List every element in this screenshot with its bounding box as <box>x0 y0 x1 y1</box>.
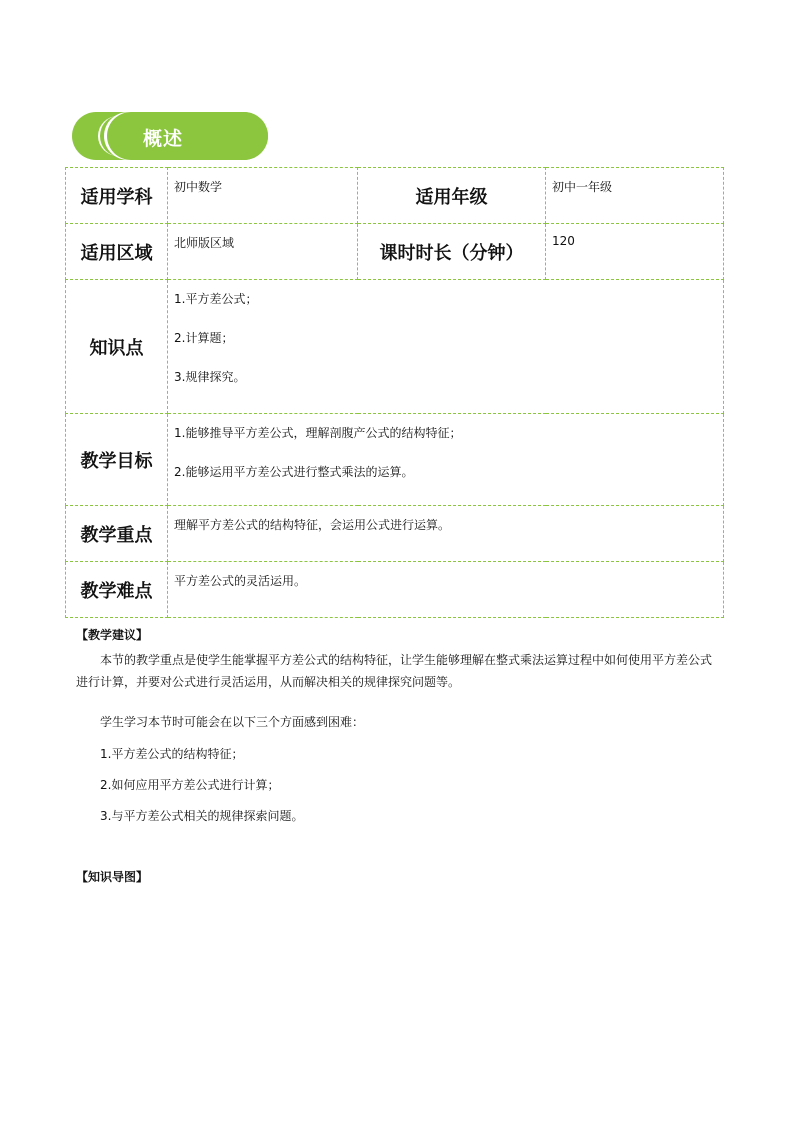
table-row <box>66 168 724 224</box>
advice-item: 3.与平方差公式相关的规律探索问题。 <box>100 809 304 823</box>
overview-table <box>65 167 724 618</box>
focus-label: 教学重点 <box>66 506 168 562</box>
goals-label: 教学目标 <box>66 414 168 506</box>
table-row <box>66 414 724 506</box>
knowledge-item: 1.平方差公式； <box>174 292 258 306</box>
goals-value <box>168 414 724 506</box>
advice-item: 1.平方差公式的结构特征； <box>100 747 244 761</box>
table-row <box>66 224 724 280</box>
grade-value: 初中一年级 <box>546 168 724 224</box>
advice-paragraph: 本节的教学重点是使学生能掌握平方差公式的结构特征，让学生能够理解在整式乘法运算过程中如何使用平方差公式进行计算，并要对公式进行灵活运用，从而解决相关的规律探究问题等。 <box>76 653 713 689</box>
mindmap-title: 【知识导图】 <box>76 870 149 884</box>
focus-value: 理解平方差公式的结构特征，会运用公式进行运算。 <box>168 506 724 562</box>
knowledge-item: 2.计算题； <box>174 331 234 345</box>
goal-item: 1.能够推导平方差公式，理解剖腹产公式的结构特征； <box>174 426 462 440</box>
region-value: 北师版区域 <box>168 224 358 280</box>
difficulty-value: 平方差公式的灵活运用。 <box>168 562 724 618</box>
goal-item: 2.能够运用平方差公式进行整式乘法的运算。 <box>174 465 414 479</box>
table-row <box>66 506 724 562</box>
grade-label: 适用年级 <box>358 168 546 224</box>
subject-label: 适用学科 <box>66 168 168 224</box>
section-banner-tab <box>104 112 268 160</box>
table-row <box>66 280 724 414</box>
difficulty-label: 教学难点 <box>66 562 168 618</box>
table-row <box>66 562 724 618</box>
knowledge-value <box>168 280 724 414</box>
advice-title: 【教学建议】 <box>76 628 149 642</box>
region-label: 适用区域 <box>66 224 168 280</box>
duration-label: 课时时长（分钟） <box>358 224 546 280</box>
advice-item: 2.如何应用平方差公式进行计算； <box>100 778 280 792</box>
advice-intro: 学生学习本节时可能会在以下三个方面感到困难： <box>100 715 365 729</box>
section-title: 概述 <box>143 128 184 150</box>
knowledge-label: 知识点 <box>66 280 168 414</box>
duration-value: 120 <box>546 224 724 280</box>
knowledge-item: 3.规律探究。 <box>174 370 246 384</box>
subject-value: 初中数学 <box>168 168 358 224</box>
